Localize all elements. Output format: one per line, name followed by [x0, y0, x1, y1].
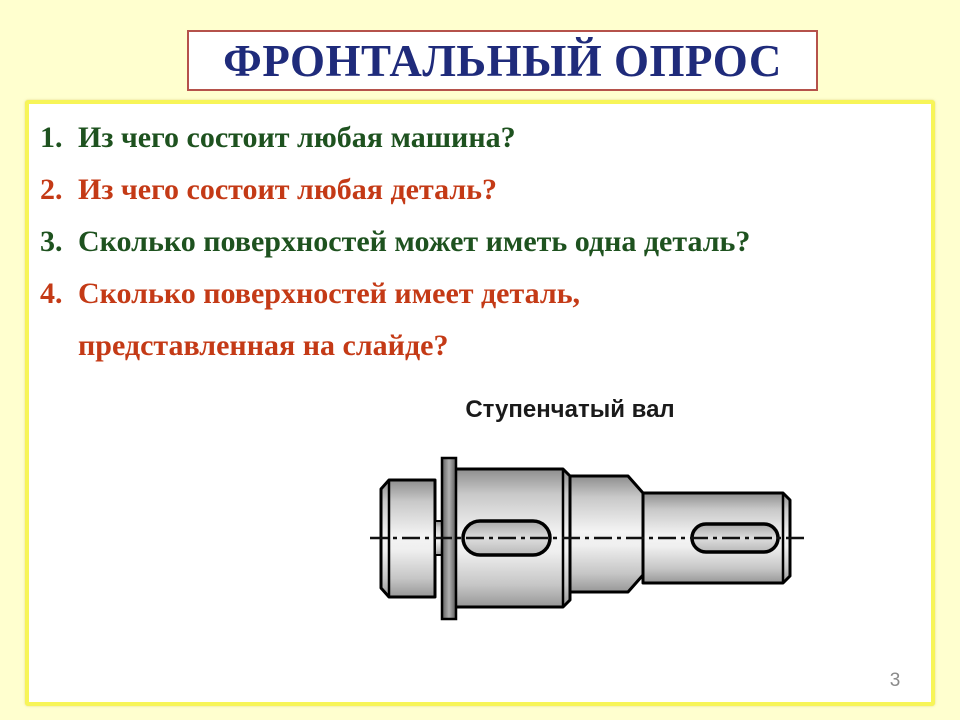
question-text: Сколько поверхностей имеет деталь, — [78, 277, 581, 310]
question-item-4-line2 — [40, 320, 920, 372]
question-list — [40, 112, 920, 372]
question-item-3 — [40, 216, 920, 268]
question-number: 2. — [40, 173, 63, 206]
question-item-4 — [40, 268, 920, 320]
question-number: 1. — [40, 121, 63, 154]
question-number: 3. — [40, 225, 63, 258]
question-number: 4. — [40, 277, 63, 310]
shaft-medium-section — [570, 476, 643, 592]
page-number: 3 — [889, 670, 901, 691]
question-item-2 — [40, 164, 920, 216]
slide-title: ФРОНТАЛЬНЫЙ ОПРОС — [223, 35, 782, 86]
stepped-shaft-figure — [360, 445, 820, 635]
question-text: Из чего состоит любая машина? — [78, 121, 516, 154]
question-text: Из чего состоит любая деталь? — [78, 173, 498, 206]
figure-caption: Ступенчатый вал — [465, 396, 675, 423]
question-item-1 — [40, 112, 920, 164]
slide-title-box — [187, 30, 818, 91]
question-text: Сколько поверхностей может иметь одна деталь? — [78, 225, 751, 258]
question-text-continued: представленная на слайде? — [78, 329, 449, 362]
